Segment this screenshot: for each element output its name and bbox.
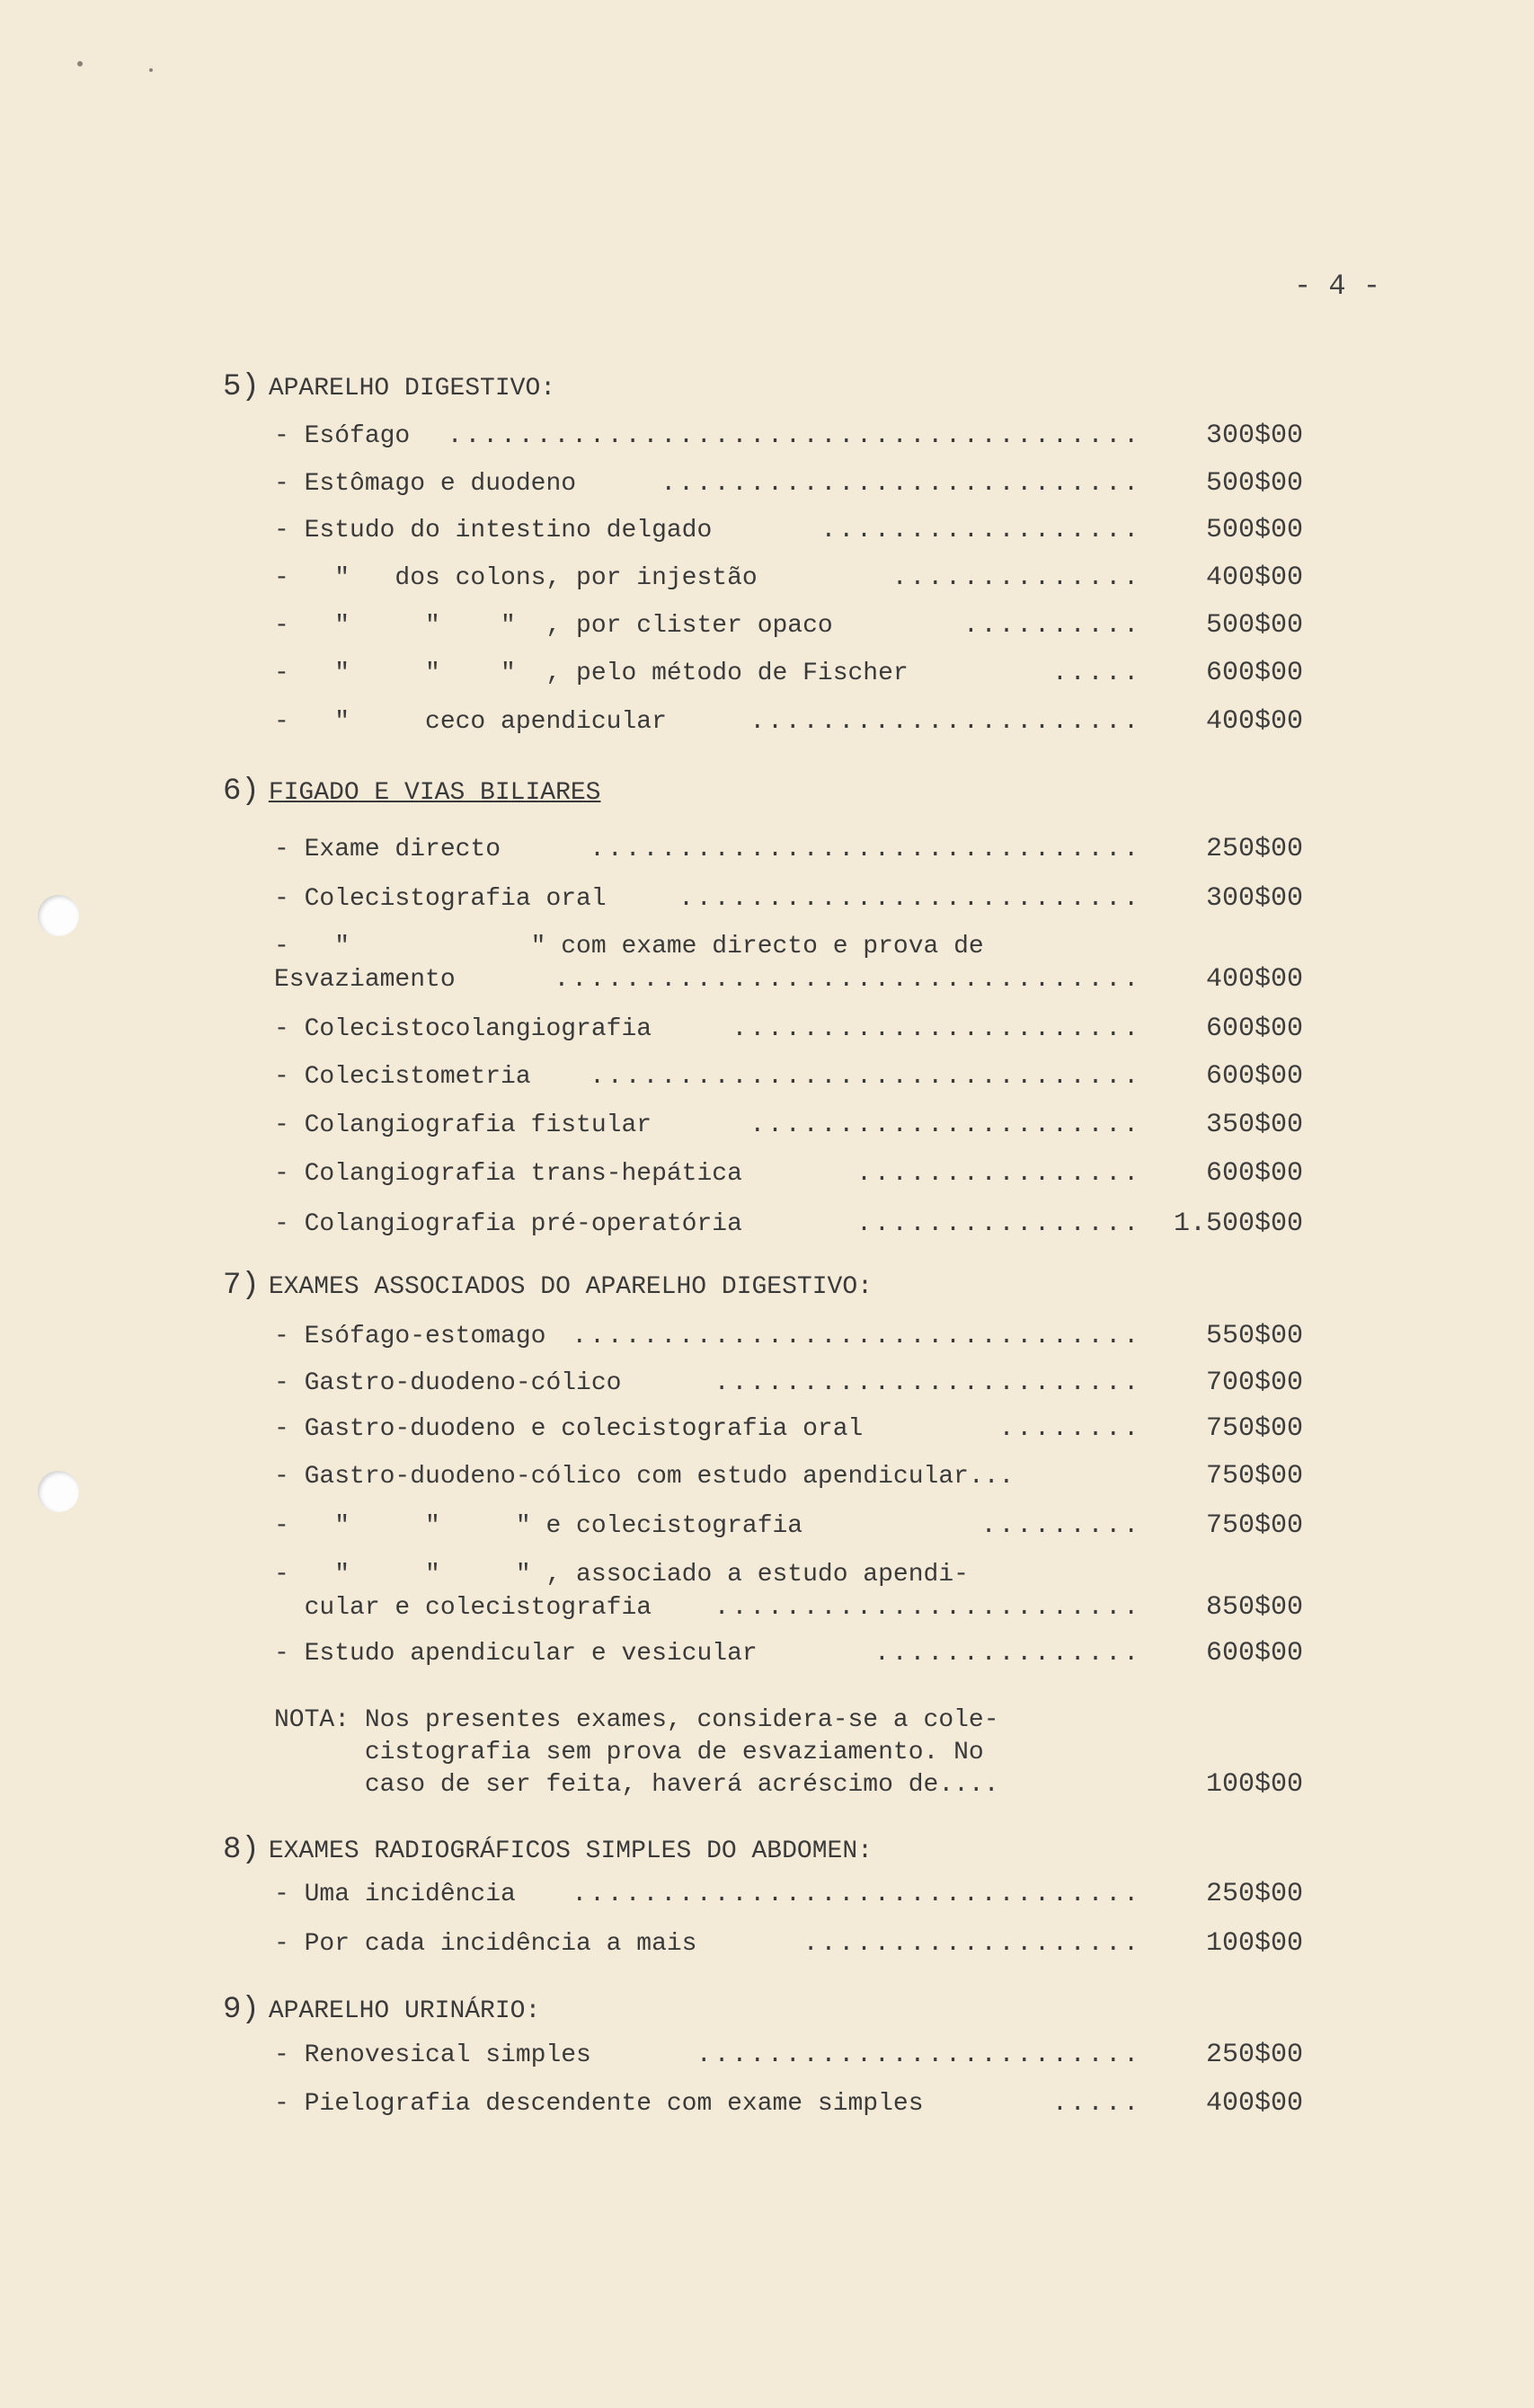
exam-label: Esvaziamento	[274, 966, 456, 994]
exam-price: 400$00	[1205, 964, 1303, 995]
paper-speck	[149, 68, 153, 72]
exam-label: - Esófago-estomago	[274, 1323, 546, 1350]
punch-hole	[38, 1471, 79, 1512]
exam-label: - Pielografia descendente com exame simples	[274, 2090, 924, 2118]
section-number: 6)	[223, 775, 260, 809]
exam-price: 500$00	[1205, 515, 1303, 545]
exam-price: 550$00	[1205, 1321, 1303, 1351]
exam-label: - Exame directo	[274, 836, 501, 863]
section-number: 5)	[223, 370, 260, 404]
exam-label: - " " " , por clister opaco	[274, 612, 833, 640]
exam-price: 600$00	[1205, 1638, 1303, 1669]
exam-label: - Estômago e duodeno	[274, 470, 577, 498]
exam-price: 750$00	[1205, 1461, 1303, 1492]
section-title-5	[223, 370, 555, 404]
nota-price: 100$00	[1205, 1769, 1303, 1800]
exam-label-line: - Gastro-duodeno-cólico com estudo apendicular...	[274, 1463, 1015, 1491]
exam-label: cular e colecistografia	[274, 1594, 652, 1622]
section-title-6	[223, 775, 600, 809]
exam-label: - " ceco apendicular	[274, 708, 667, 736]
exam-label: - " " " , pelo método de Fischer	[274, 660, 909, 687]
exam-label-line: - " " com exame directo e prova de	[274, 933, 984, 961]
page-number: - 4 -	[1294, 270, 1381, 303]
section-heading: EXAMES ASSOCIADOS DO APARELHO DIGESTIVO:	[268, 1273, 873, 1301]
exam-price: 350$00	[1205, 1110, 1303, 1140]
exam-label: - Colangiografia fistular	[274, 1111, 652, 1139]
section-number: 8)	[223, 1833, 260, 1867]
exam-price: 600$00	[1205, 658, 1303, 688]
exam-price: 250$00	[1205, 1879, 1303, 1909]
exam-price: 750$00	[1205, 1510, 1303, 1541]
exam-label: - " " " e colecistografia	[274, 1512, 803, 1540]
exam-label: - Por cada incidência a mais	[274, 1930, 697, 1958]
exam-label: - Estudo do intestino delgado	[274, 517, 713, 544]
exam-label: - Renovesical simples	[274, 2041, 591, 2069]
exam-price: 250$00	[1205, 2040, 1303, 2070]
exam-label: - Colecistometria	[274, 1063, 531, 1091]
section-title-7	[223, 1269, 873, 1303]
section-heading: APARELHO DIGESTIVO:	[268, 375, 556, 403]
exam-label: - Colangiografia pré-operatória	[274, 1210, 742, 1238]
exam-label: - Colangiografia trans-hepática	[274, 1160, 742, 1188]
exam-price: 500$00	[1205, 468, 1303, 499]
exam-label: - Esófago	[274, 422, 411, 450]
document-page: - 4 - 5) APARELHO DIGESTIVO: - Esófago ....................................... 300$00 - Estômago e duodeno ........................... 500$00 - Estudo do intestino delgado .................. 500$00 - " dos colons, por injestão .............. 400$00 - " " " , por clister opaco .......... 500$00 - " " " , pelo método de Fischer ..... 600$00 - " ceco apendicular ...................... 400$00 6) FIGADO E VIAS BILIARES - Exame directo ............................... 250$00 - Colecistografia oral .......................... 300$00 - " " com exame directo e prova de Esvaziamento ................................. 400$00 - Colecistocolangiografia ....................... 600$00 - Colecistometria ............................... 600$00 - Colangiografia fistular ...................... 350$00 - Colangiografia trans-hepática ................ 600$00 - Colangiografia pré-operatória ................ 1.500$00 7) EXAMES ASSOCIADOS DO APARELHO DIGESTIVO: - Esófago-estomago ................................ 550$00 - Gastro-duodeno-cólico ........................ 700$00 - Gastro-duodeno e colecistografia oral ........ 750$00 - Gastro-duodeno-cólico com estudo apendicular... 750$00 - " " " e colecistografia ......... 750$00 - " " " , associado a estudo apendi- cular e colecistografia ........................ 850$00 - Estudo apendicular e vesicular ............... 600$00 NOTA: Nos presentes exames, considera-se a cole- cistografia sem prova de esvaziamento. No caso de ser feita, haverá acréscimo de.... 100$00 8) EXAMES RADIOGRÁFICOS SIMPLES DO ABDOMEN: - Uma incidência ................................ 250$00 - Por cada incidência a mais ................... 100$00 9) APARELHO URINÁRIO: - Renovesical simples ......................... 250$00 - Pielografia descendente com exame simples ..... 400$00	[0, 0, 1534, 2408]
exam-price: 100$00	[1205, 1928, 1303, 1959]
exam-price: 600$00	[1205, 1158, 1303, 1189]
exam-price: 1.500$00	[1173, 1208, 1303, 1239]
exam-price: 600$00	[1205, 1061, 1303, 1092]
exam-label: - Uma incidência	[274, 1881, 516, 1908]
exam-price: 850$00	[1205, 1592, 1303, 1623]
exam-price: 700$00	[1205, 1368, 1303, 1398]
punch-hole	[38, 895, 79, 936]
nota-text: NOTA: Nos presentes exames, considera-se a cole- cistografia sem prova de esvaziamento. No caso de ser feita, haverá acréscimo de....	[274, 1706, 999, 1799]
exam-label: - " dos colons, por injestão	[274, 564, 758, 592]
exam-price: 500$00	[1205, 610, 1303, 641]
section-heading: EXAMES RADIOGRÁFICOS SIMPLES DO ABDOMEN:	[268, 1837, 873, 1865]
section-title-9	[223, 1993, 540, 2027]
section-number: 9)	[223, 1993, 260, 2027]
section-heading: FIGADO E VIAS BILIARES	[268, 779, 601, 807]
exam-price: 250$00	[1205, 834, 1303, 864]
exam-label: - Colecistografia oral	[274, 885, 607, 913]
exam-price: 300$00	[1205, 883, 1303, 914]
exam-label: - Estudo apendicular e vesicular	[274, 1640, 758, 1668]
exam-label-line: - " " " , associado a estudo apendi-	[274, 1561, 969, 1589]
exam-label: - Colecistocolangiografia	[274, 1015, 652, 1043]
exam-price: 600$00	[1205, 1014, 1303, 1044]
exam-price: 400$00	[1205, 562, 1303, 593]
exam-label: - Gastro-duodeno e colecistografia oral	[274, 1415, 864, 1443]
exam-price: 300$00	[1205, 421, 1303, 451]
section-title-8	[223, 1833, 873, 1867]
exam-price: 400$00	[1205, 2088, 1303, 2119]
exam-price: 750$00	[1205, 1413, 1303, 1444]
section-number: 7)	[223, 1269, 260, 1303]
exam-price: 400$00	[1205, 706, 1303, 737]
paper-speck	[77, 61, 83, 66]
section-heading: APARELHO URINÁRIO:	[268, 1997, 541, 2025]
exam-label: - Gastro-duodeno-cólico	[274, 1369, 622, 1397]
